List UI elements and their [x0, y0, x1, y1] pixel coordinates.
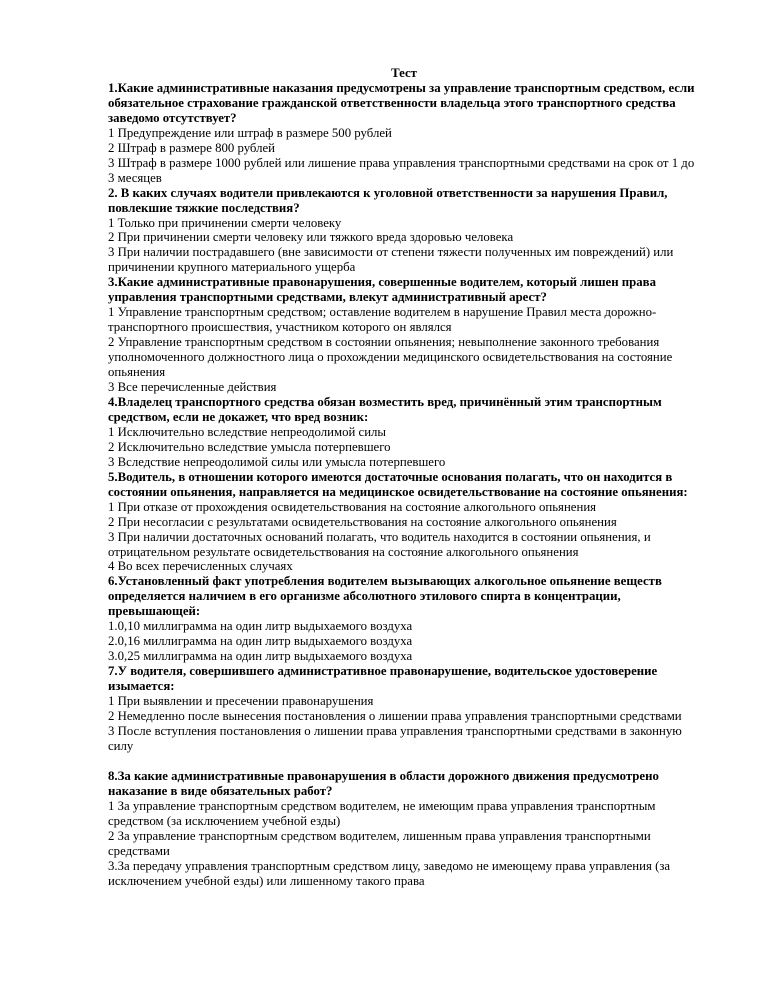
question-8 — [108, 769, 700, 889]
question-text: 3.Какие административные правонарушения, совершенные водителем, который лишен права управления транспортными средствами, влекут административный арест? — [108, 275, 656, 305]
question-text: 6.Установленный факт употребления водителем вызывающих алкогольное опьянение веществ определяется наличием в его организме абсолютного этилового спирта в концентрации, превышающей: — [108, 574, 662, 619]
answer-option: 1 Предупреждение или штраф в размере 500 рублей — [108, 125, 392, 140]
question-5 — [108, 470, 700, 575]
question-2 — [108, 186, 700, 276]
answer-option: 2 При несогласии с результатами освидетельствования на состояние алкогольного опьянения — [108, 514, 617, 529]
document-title: Тест — [391, 66, 417, 80]
question-3 — [108, 275, 700, 395]
answer-option: 3 Вследствие непреодолимой силы или умысла потерпевшего — [108, 454, 446, 469]
paragraph-spacer — [108, 754, 700, 769]
question-4 — [108, 395, 700, 470]
question-1 — [108, 81, 700, 186]
question-text: 4.Владелец транспортного средства обязан возместить вред, причинённый этим транспортным средством, если не докажет, что вред возник: — [108, 394, 662, 424]
question-text: 1.Какие административные наказания предусмотрены за управление транспортным средством, если обязательное страхование гражданской ответственности владельца этого транспортного средства заведомо отсутствует? — [108, 80, 695, 125]
answer-option: 3 При наличии пострадавшего (вне зависимости от степени тяжести полученных им повреждений) или причинении крупного материального ущерба — [108, 245, 674, 275]
answer-option: 1 Исключительно вследствие непреодолимой силы — [108, 424, 387, 439]
answer-option: 2 Немедленно после вынесения постановления о лишении права управления транспортными средствами — [108, 708, 682, 723]
document-page — [108, 66, 700, 888]
answer-option: 1.0,10 миллиграмма на один литр выдыхаемого воздуха — [108, 619, 413, 634]
answer-option: 2.0,16 миллиграмма на один литр выдыхаемого воздуха — [108, 634, 413, 649]
answer-option: 4 Во всех перечисленных случаях — [108, 559, 293, 574]
question-text: 5.Водитель, в отношении которого имеются достаточные основания полагать, что он находится в состоянии опьянения, направляется на медицинское освидетельствование на состояние опьянения: — [108, 469, 688, 499]
answer-option: 3 Все перечисленные действия — [108, 380, 277, 395]
answer-option: 3 После вступления постановления о лишении права управления транспортными средствами в законную силу — [108, 723, 682, 753]
answer-option: 2 Штраф в размере 800 рублей — [108, 140, 276, 155]
question-text: 2. В каких случаях водители привлекаются к уголовной ответственности за нарушения Правил, повлекшие тяжкие последствия? — [108, 185, 668, 215]
question-text: 8.За какие административные правонарушения в области дорожного движения предусмотрено наказание в виде обязательных работ? — [108, 768, 659, 798]
answer-option: 2 За управление транспортным средством водителем, лишенным права управления транспортными средствами — [108, 828, 651, 858]
answer-option: 2 Управление транспортным средством в состоянии опьянения; невыполнение законного требования уполномоченного должностного лица о прохождении медицинского освидетельствования на состояние опьянения — [108, 335, 673, 380]
question-7 — [108, 664, 700, 754]
answer-option: 3 При наличии достаточных оснований полагать, что водитель находится в состоянии опьянения, и отрицательном результате освидетельствования на состояние алкогольного опьянения — [108, 529, 651, 559]
answer-option: 1 При отказе от прохождения освидетельствования на состояние алкогольного опьянения — [108, 499, 597, 514]
answer-option: 1 Управление транспортным средством; оставление водителем в нарушение Правил места дорожно-транспортного происшествия, участником которого он являлся — [108, 305, 657, 335]
answer-option: 3.За передачу управления транспортным средством лицу, заведомо не имеющему права управления (за исключением учебной езды) или лишенному такого права — [108, 858, 671, 888]
answer-option: 1 При выявлении и пресечении правонарушения — [108, 694, 374, 709]
question-text: 7.У водителя, совершившего административное правонарушение, водительское удостоверение изымается: — [108, 664, 658, 694]
answer-option: 1 За управление транспортным средством водителем, не имеющим права управления транспортным средством (за исключением учебной езды) — [108, 798, 656, 828]
answer-option: 2 При причинении смерти человеку или тяжкого вреда здоровью человека — [108, 230, 514, 245]
answer-option: 1 Только при причинении смерти человеку — [108, 215, 342, 230]
answer-option: 3.0,25 миллиграмма на один литр выдыхаемого воздуха — [108, 649, 413, 664]
answer-option: 3 Штраф в размере 1000 рублей или лишение права управления транспортными средствами на срок от 1 до 3 месяцев — [108, 155, 695, 185]
question-6 — [108, 574, 700, 664]
answer-option: 2 Исключительно вследствие умысла потерпевшего — [108, 439, 391, 454]
